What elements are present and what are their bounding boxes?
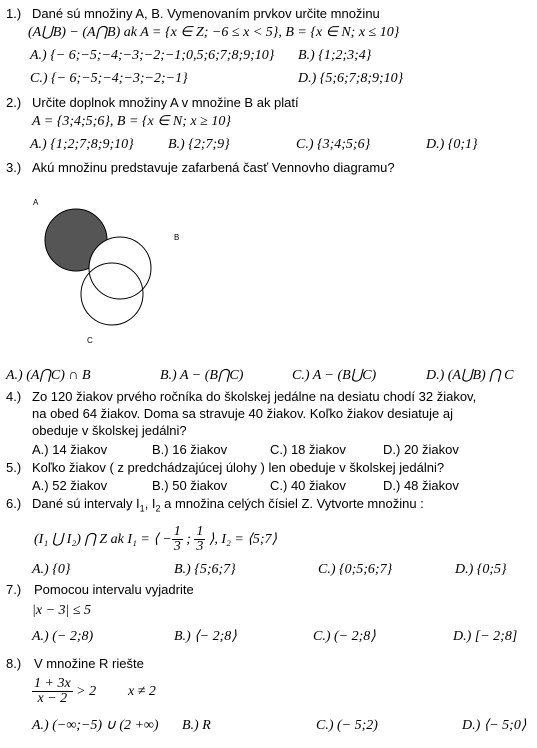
fraction-1-numerator: 1 [173,524,181,540]
question-5-option-a[interactable]: A.) 52 žiakov [32,478,108,493]
question-2-option-a[interactable]: A.) {1;2;7;8;9;10} [30,137,134,152]
question-8-condition: x ≠ 2 [128,684,156,699]
question-6-expression [34,524,277,556]
question-7-number: 7.) [6,582,22,597]
question-8-text: V množine R riešte [34,656,144,671]
question-1-number: 1.) [6,6,22,21]
question-1-text: Dané sú množiny A, B. Vymenovaním prvkov určite množinu [32,6,380,21]
question-8-expression [32,675,96,709]
question-6-sub-1: 1 [139,503,145,514]
venn-label-c: C [87,336,93,345]
question-3-option-c[interactable]: C.) A − (B⋃C) [292,368,377,383]
question-8-numerator: 1 + 3x [34,676,71,692]
question-8-fraction [32,677,73,706]
question-3-option-a[interactable]: A.) (A⋂C) ∩ B [6,368,91,383]
venn-circle-b [89,237,151,299]
question-7-option-b[interactable]: B.) ⟨− 2;8⟩ [174,629,237,644]
question-8-option-a[interactable]: A.) (−∞;−5) ∪ (2 +∞) [32,718,159,733]
question-3-number: 3.) [6,160,22,175]
question-7-text: Pomocou intervalu vyjadrite [34,582,194,597]
question-5-number: 5.) [6,460,22,475]
question-2-expression: A = {3;4;5;6}, B = {x ∈ N; x ≥ 10} [32,114,231,129]
question-6-sub-2: 2 [155,503,161,514]
question-6-option-c[interactable]: C.) {0;5;6;7} [318,562,393,577]
question-4-options [0,441,537,459]
fraction-2-numerator: 1 [196,524,204,540]
question-3-option-b[interactable]: B.) A − (B⋂C) [160,368,244,383]
question-6-text-c: a množina celých čísiel Z. Vytvorte množinu : [160,496,424,511]
question-7-expression: |x − 3| ≤ 5 [32,603,92,618]
question-4-number: 4.) [6,389,22,404]
question-7-options [0,628,537,646]
question-1-option-b[interactable]: B.) {1;2;3;4} [298,48,372,63]
question-6-number: 6.) [6,496,22,511]
question-4-line-3: obeduje v školskej jedálni? [32,423,187,438]
question-4-line-1: Zo 120 žiakov prvého ročníka do školskej jedálne na desiatu chodí 32 žiakov, [32,389,477,404]
question-7-option-d[interactable]: D.) [− 2;8] [453,629,518,644]
question-5-option-b[interactable]: B.) 50 žiakov [152,478,228,493]
question-5-options [0,477,537,495]
question-6-option-d[interactable]: D.) {0;5} [455,562,507,577]
question-5-option-c[interactable]: C.) 40 žiakov [270,478,346,493]
question-6-fraction-1 [172,525,183,554]
question-2-option-c[interactable]: C.) {3;4;5;6} [296,137,371,152]
question-6-separator: ; [182,532,195,547]
question-3-option-d[interactable]: D.) (A⋃B) ⋂ C [426,368,514,383]
question-6-text-a: Dané sú intervaly I [32,496,140,511]
question-3-text: Akú množinu predstavuje zafarbená časť Vennovho diagramu? [32,160,395,175]
question-8-option-b[interactable]: B.) R [182,718,211,733]
question-6-fraction-2 [194,525,205,554]
question-4-line-2: na obed 64 žiakov. Doma sa stravuje 40 žiakov. Koľko žiakov desiatuje aj [32,406,453,421]
question-8-inequality: > 2 [76,684,97,699]
question-7-option-c[interactable]: C.) (− 2;8⟩ [313,629,376,644]
question-3-options [0,367,537,385]
question-5-text: Koľko žiakov ( z predchádzajúcej úlohy ) len obeduje v školskej jedálni? [32,460,445,475]
question-4-option-a[interactable]: A.) 14 žiakov [32,442,108,457]
question-7-option-a[interactable]: A.) (− 2;8) [32,629,94,644]
question-2-text: Určite doplnok množiny A v množine B ak platí [32,95,299,110]
question-1-option-d[interactable]: D.) {5;6;7;8;9;10} [298,71,404,86]
venn-label-a: A [33,198,39,207]
question-8-denominator: x − 2 [37,691,68,707]
venn-label-b: B [174,233,180,242]
question-6-text [32,496,424,517]
venn-diagram [28,196,188,346]
question-4-option-b[interactable]: B.) 16 žiakov [152,442,228,457]
question-4-option-d[interactable]: D.) 20 žiakov [383,442,459,457]
fraction-1-denominator: 3 [173,539,181,555]
question-2-option-d[interactable]: D.) {0;1} [426,137,478,152]
question-6-expr-a: (I₁ ⋃ I₂) ⋂ Z ak I₁ = ⟨ − [34,532,172,547]
question-2-options [0,136,537,154]
question-2-option-b[interactable]: B.) {2;7;9} [168,137,230,152]
question-6-option-a[interactable]: A.) {0} [32,562,71,577]
question-2-number: 2.) [6,95,22,110]
question-6-options [0,561,537,579]
question-1-expression: (A⋃B) − (A⋂B) ak A = {x ∈ Z; −6 ≤ x < 5}, B = {x ∈ N; x ≤ 10} [28,25,400,40]
question-6-option-b[interactable]: B.) {5;6;7} [174,562,236,577]
question-1-option-c[interactable]: C.) {− 6;−5;−4;−3;−2;−1} [30,71,188,86]
fraction-2-denominator: 3 [196,539,204,555]
question-8-option-c[interactable]: C.) (− 5;2) [316,718,378,733]
question-8-option-d[interactable]: D.) ⟨− 5;0⟩ [462,718,527,733]
question-4-option-c[interactable]: C.) 18 žiakov [270,442,346,457]
question-5-option-d[interactable]: D.) 48 žiakov [383,478,459,493]
question-8-number: 8.) [6,656,22,671]
question-1-options-row2 [0,70,537,88]
question-6-expr-b: ⟩, I₂ = ⟨5;7⟩ [205,532,277,547]
question-8-options [0,717,537,735]
question-1-option-a[interactable]: A.) {− 6;−5;−4;−3;−2;−1;0,5;6;7;8;9;10} [30,48,275,63]
question-1-options [0,47,537,65]
question-6-text-b: , I [144,496,156,511]
